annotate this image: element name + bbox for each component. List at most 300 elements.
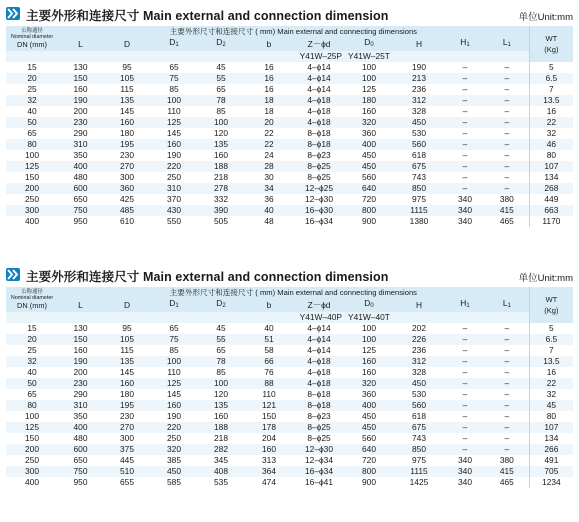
dimension-cell: 55: [197, 73, 245, 84]
dimension-cell: 48: [264, 216, 274, 226]
dimension-cell: 270: [103, 161, 151, 172]
dimension-cell: 190: [58, 356, 103, 367]
dimension-cell: –: [485, 117, 529, 128]
col-header: D: [103, 298, 151, 312]
model-label: Y41W–25P: [245, 51, 345, 62]
dimension-cell: 100: [362, 323, 376, 333]
dimension-cell: 16–ϕ34: [305, 216, 333, 226]
dimension-cell: 12–ϕ30: [293, 444, 345, 455]
dimension-cell: 743: [412, 433, 426, 443]
dimension-cell: 4–ϕ18: [293, 95, 345, 106]
dimension-cell: 560: [362, 172, 376, 182]
dimension-cell: –: [445, 444, 485, 455]
dimension-cell: 200: [73, 367, 88, 377]
dimension-cell: 150: [262, 411, 276, 421]
table-row: [6, 150, 573, 161]
dn-cell: 20: [6, 334, 58, 345]
dimension-cell: 1115: [393, 205, 445, 216]
weight-cell: 107: [529, 422, 573, 433]
dimension-cell: 100: [362, 62, 376, 72]
dimension-cell: 135: [103, 356, 151, 367]
dimension-cell: –: [462, 62, 468, 72]
dimension-cell: 450: [362, 150, 376, 160]
table-row: [6, 422, 573, 433]
dimension-cell: 8–ϕ23: [307, 150, 331, 160]
table-row: [6, 367, 573, 378]
dimension-cell: 135: [197, 400, 245, 411]
dimension-cell: 230: [58, 117, 103, 128]
dimension-cell: 16–ϕ41: [305, 477, 333, 487]
dimension-cell: 4–ϕ14: [293, 73, 345, 84]
weight-cell: 491: [529, 455, 573, 466]
dn-cell: 25: [27, 84, 37, 94]
dn-cell: 125: [6, 422, 58, 433]
dimension-cell: 560: [393, 139, 445, 150]
dimension-cell: 850: [393, 444, 445, 455]
dimension-cell: –: [504, 345, 510, 355]
dimension-cell: 320: [151, 444, 197, 455]
dimension-cell: 180: [120, 128, 134, 138]
dimension-cell: –: [504, 323, 510, 333]
dimension-cell: –: [445, 95, 485, 106]
dimension-cell: –: [462, 172, 468, 182]
dimension-cell: –: [504, 367, 510, 377]
dimension-cell: 105: [103, 334, 151, 345]
dimension-cell: –: [445, 356, 485, 367]
dimension-cell: 34: [245, 183, 293, 194]
dimension-cell: 66: [245, 356, 293, 367]
dimension-cell: 110: [167, 367, 181, 377]
dimension-cell: 510: [103, 466, 151, 477]
dimension-cell: 76: [264, 367, 274, 377]
dimension-cell: 720: [362, 455, 376, 465]
dimension-cell: 385: [167, 455, 181, 465]
table-row: [6, 334, 573, 345]
dn-cell: 32: [6, 356, 58, 367]
weight-cell: 80: [529, 411, 573, 422]
dimension-cell: 125: [151, 117, 197, 128]
dimension-cell: 1380: [409, 216, 429, 226]
section-header: [6, 265, 573, 285]
dimension-cell: 45: [216, 323, 226, 333]
weight-cell: 1170: [529, 216, 573, 227]
dimension-cell: 220: [151, 161, 197, 172]
col-header: b: [245, 37, 293, 51]
dimension-cell: 178: [245, 422, 293, 433]
dimension-cell: 4–ϕ18: [307, 106, 331, 116]
dn-cell: 80: [6, 400, 58, 411]
dimension-cell: 115: [120, 345, 134, 355]
dimension-cell: –: [462, 323, 468, 333]
weight-cell: 449: [529, 194, 573, 205]
dn-cell: 125: [6, 161, 58, 172]
weight-cell: 268: [529, 183, 573, 194]
weight-cell: 107: [529, 161, 573, 172]
dimension-cell: 560: [362, 433, 376, 443]
dn-header: 公称通径 Nominal diameter DN (mm): [6, 26, 58, 51]
table-row: [6, 466, 573, 477]
weight-cell: 16: [529, 367, 573, 378]
dimension-cell: 8–ϕ23: [307, 411, 331, 421]
dimension-cell: 115: [120, 84, 134, 94]
dimension-cell: 16–ϕ30: [293, 205, 345, 216]
unit-label: 单位Unit:mm: [518, 273, 573, 284]
table-row: [6, 444, 573, 455]
dimension-cell: 160: [103, 378, 151, 389]
dimension-cell: 415: [485, 466, 529, 477]
dimension-cell: 720: [362, 194, 376, 204]
dimension-cell: –: [462, 150, 468, 160]
dimension-cell: 340: [458, 455, 472, 465]
dimension-cell: 400: [58, 422, 103, 433]
dimension-cell: 8–ϕ18: [307, 389, 331, 399]
dimension-cell: 425: [120, 194, 134, 204]
col-header: D1: [151, 37, 197, 51]
dimension-cell: –: [462, 433, 468, 443]
dimension-cell: 65: [169, 323, 179, 333]
dimension-cell: 4–ϕ14: [293, 334, 345, 345]
dimension-cell: 226: [393, 334, 445, 345]
dimension-cell: 400: [345, 139, 393, 150]
dimension-cell: 313: [262, 455, 276, 465]
weight-cell: 6.5: [529, 73, 573, 84]
dimension-cell: 950: [73, 216, 88, 226]
dimension-cell: 20: [245, 117, 293, 128]
dimension-cell: 100: [151, 95, 197, 106]
col-header: D2: [197, 37, 245, 51]
dimension-cell: 618: [412, 150, 426, 160]
table-row: [6, 172, 573, 183]
dimension-cell: 55: [197, 334, 245, 345]
dimension-cell: 12–ϕ25: [293, 183, 345, 194]
dimension-cell: 600: [58, 444, 103, 455]
dimension-cell: 975: [412, 455, 426, 465]
dimension-cell: 320: [345, 117, 393, 128]
dimension-cell: 650: [73, 455, 88, 465]
weight-cell: 22: [529, 117, 573, 128]
table-row: [6, 106, 573, 117]
dimension-cell: 340: [458, 216, 472, 226]
dimension-cell: 640: [345, 183, 393, 194]
weight-cell: 5: [529, 62, 573, 73]
table-row: [6, 345, 573, 356]
weight-header: WT (Kg): [529, 287, 573, 323]
dimension-cell: 390: [197, 205, 245, 216]
dimension-cell: 850: [393, 183, 445, 194]
dimension-cell: 530: [412, 128, 426, 138]
dimension-cell: 120: [214, 128, 228, 138]
table-row: [6, 73, 573, 84]
dimension-cell: 190: [167, 411, 181, 421]
dimension-cell: 750: [58, 466, 103, 477]
table-body: [6, 323, 573, 488]
dimension-cell: –: [485, 183, 529, 194]
weight-cell: 7: [529, 345, 573, 356]
dimension-cell: 370: [167, 194, 181, 204]
dimension-cell: 480: [73, 433, 88, 443]
dimension-cell: 8–ϕ18: [293, 400, 345, 411]
dimension-cell: 218: [214, 433, 228, 443]
dimension-cell: 24: [264, 150, 274, 160]
weight-cell: 45: [529, 400, 573, 411]
model-label: Y41W–40P: [245, 312, 345, 323]
dimension-cell: 655: [120, 477, 134, 487]
dimension-cell: –: [504, 433, 510, 443]
dn-cell: 15: [27, 323, 37, 333]
dimension-cell: –: [485, 378, 529, 389]
weight-cell: 7: [529, 84, 573, 95]
dimension-cell: –: [504, 172, 510, 182]
dimension-cell: 350: [73, 150, 88, 160]
dimension-cell: –: [462, 128, 468, 138]
dimension-cell: –: [445, 422, 485, 433]
dimension-cell: 135: [103, 95, 151, 106]
dimension-cell: 110: [167, 106, 181, 116]
dimension-cell: 28: [245, 161, 293, 172]
dimension-cell: –: [485, 400, 529, 411]
table-row: [6, 477, 573, 488]
dimension-cell: 16: [264, 62, 274, 72]
dimension-cell: 900: [362, 477, 376, 487]
dimension-cell: 340: [445, 205, 485, 216]
dimension-cell: –: [504, 150, 510, 160]
dimension-cell: 200: [73, 106, 88, 116]
dimension-cell: 4–ϕ14: [307, 323, 331, 333]
dimension-cell: 160: [73, 345, 88, 355]
dimension-cell: 40: [264, 323, 274, 333]
dimension-cell: 400: [58, 161, 103, 172]
col-header: H1: [445, 37, 485, 51]
table-row: [6, 84, 573, 95]
section-header: [6, 4, 573, 24]
dimension-cell: 618: [412, 411, 426, 421]
dimension-cell: 202: [412, 323, 426, 333]
dimension-cell: 160: [345, 356, 393, 367]
table-row: [6, 117, 573, 128]
dimension-cell: 950: [73, 477, 88, 487]
dn-cell: 400: [25, 216, 39, 226]
dn-cell: 250: [25, 455, 39, 465]
weight-cell: 5: [529, 323, 573, 334]
dimension-cell: –: [504, 62, 510, 72]
dimension-cell: 130: [73, 62, 88, 72]
dn-cell: 20: [6, 73, 58, 84]
dimension-cell: 195: [103, 139, 151, 150]
dimension-cell: 145: [120, 367, 134, 377]
dimension-cell: 188: [197, 422, 245, 433]
table-row: [6, 95, 573, 106]
dimension-cell: 105: [103, 73, 151, 84]
weight-cell: 32: [529, 128, 573, 139]
dimension-cell: 4–ϕ18: [307, 367, 331, 377]
dimension-cell: 190: [58, 95, 103, 106]
table-row: [6, 433, 573, 444]
dimension-cell: 190: [412, 62, 426, 72]
dimension-cell: 150: [58, 73, 103, 84]
table-row: [6, 139, 573, 150]
dimension-cell: 145: [120, 106, 134, 116]
dimension-cell: 100: [197, 378, 245, 389]
dimension-cell: 30: [264, 172, 274, 182]
col-header: Z－ϕd: [293, 37, 345, 51]
dimension-section-2: [6, 265, 573, 487]
weight-cell: 134: [529, 433, 573, 444]
dimension-cell: 160: [362, 106, 376, 116]
col-header: D2: [197, 298, 245, 312]
dimension-cell: 650: [73, 194, 88, 204]
table-row: [6, 194, 573, 205]
dimension-cell: 160: [362, 367, 376, 377]
table-row: [6, 455, 573, 466]
dimension-cell: 975: [412, 194, 426, 204]
weight-cell: 1234: [529, 477, 573, 488]
dimension-cell: 675: [393, 161, 445, 172]
dn-cell: 80: [6, 139, 58, 150]
dimension-cell: 190: [167, 150, 181, 160]
dimension-cell: 145: [167, 389, 181, 399]
table-body: [6, 62, 573, 227]
weight-cell: 22: [529, 378, 573, 389]
dimension-cell: 350: [73, 411, 88, 421]
dn-header: 公称通径 Nominal diameter DN (mm): [6, 287, 58, 312]
dimension-cell: 408: [197, 466, 245, 477]
unit-label: 单位Unit:mm: [518, 12, 573, 23]
table-row: [6, 183, 573, 194]
col-header: L1: [485, 37, 529, 51]
table-row: [6, 161, 573, 172]
dimension-cell: 85: [169, 84, 179, 94]
dimension-cell: 36: [264, 194, 274, 204]
dimension-cell: 145: [167, 128, 181, 138]
dimension-cell: 18: [264, 106, 274, 116]
dimension-cell: 75: [151, 334, 197, 345]
dimension-cell: 8–ϕ18: [307, 128, 331, 138]
dimension-cell: 120: [214, 389, 228, 399]
dimension-cell: –: [462, 84, 468, 94]
dimension-cell: 75: [151, 73, 197, 84]
dimension-cell: 465: [499, 216, 514, 226]
dimension-cell: 300: [120, 172, 134, 182]
dn-cell: 100: [25, 411, 39, 421]
weight-cell: 134: [529, 172, 573, 183]
dimension-table: [6, 26, 573, 227]
dimension-cell: 65: [216, 345, 226, 355]
dimension-cell: –: [462, 389, 468, 399]
dimension-cell: 300: [120, 433, 134, 443]
dn-cell: 50: [6, 378, 58, 389]
dimension-cell: 85: [216, 106, 226, 116]
col-header: b: [245, 298, 293, 312]
table-row: [6, 205, 573, 216]
dimension-cell: 22: [264, 128, 274, 138]
dimension-cell: 340: [458, 477, 472, 487]
dimension-cell: 312: [393, 356, 445, 367]
dimension-cell: 4–ϕ18: [293, 356, 345, 367]
dimension-cell: 65: [216, 84, 226, 94]
dn-cell: 50: [6, 117, 58, 128]
dimension-cell: 675: [393, 422, 445, 433]
dn-cell: 25: [27, 345, 37, 355]
dimension-cell: 310: [58, 400, 103, 411]
dimension-cell: 450: [151, 466, 197, 477]
weight-cell: 16: [529, 106, 573, 117]
dimension-cell: 236: [412, 84, 426, 94]
dimension-cell: 160: [214, 150, 228, 160]
dimension-cell: 110: [262, 389, 276, 399]
dimension-cell: 485: [103, 205, 151, 216]
dimension-cell: –: [462, 367, 468, 377]
dimension-cell: 480: [73, 172, 88, 182]
dn-cell: 150: [25, 172, 39, 182]
weight-cell: 80: [529, 150, 573, 161]
dimension-cell: 4–ϕ18: [293, 378, 345, 389]
table-row: [6, 400, 573, 411]
dimension-cell: –: [485, 334, 529, 345]
dimension-cell: 65: [169, 62, 179, 72]
section-title: 主要外形和连接尺寸 Main external and connection dimension: [26, 9, 389, 23]
dimension-cell: –: [485, 73, 529, 84]
dimension-cell: 95: [122, 323, 132, 333]
dimension-cell: 450: [393, 117, 445, 128]
dimension-cell: 195: [103, 400, 151, 411]
weight-cell: 6.5: [529, 334, 573, 345]
dimension-cell: 40: [245, 205, 293, 216]
dimension-cell: 230: [58, 378, 103, 389]
dimension-cell: 400: [345, 400, 393, 411]
table-row: [6, 128, 573, 139]
dimension-cell: 450: [362, 411, 376, 421]
dimension-cell: 125: [362, 345, 376, 355]
dimension-cell: 213: [393, 73, 445, 84]
dn-cell: 250: [25, 194, 39, 204]
table-row: [6, 62, 573, 73]
section-title: 主要外形和连接尺寸 Main external and connection dimension: [26, 270, 389, 284]
dimension-cell: –: [445, 378, 485, 389]
dimension-cell: –: [445, 73, 485, 84]
dimension-cell: –: [485, 356, 529, 367]
dimension-cell: 8–ϕ25: [293, 422, 345, 433]
dimension-cell: 4–ϕ18: [293, 117, 345, 128]
dimension-cell: 380: [499, 455, 514, 465]
double-chevron-icon: [6, 7, 20, 20]
dimension-cell: 360: [103, 183, 151, 194]
dimension-cell: –: [485, 139, 529, 150]
dimension-cell: 1425: [409, 477, 429, 487]
dimension-cell: 8–ϕ25: [307, 172, 331, 182]
dimension-cell: 230: [120, 411, 134, 421]
dn-cell: 200: [6, 183, 58, 194]
dimension-cell: 230: [120, 150, 134, 160]
col-header: H: [393, 298, 445, 312]
col-header: Z－ϕd: [293, 298, 345, 312]
table-row: [6, 216, 573, 227]
dimension-cell: –: [504, 128, 510, 138]
dimension-cell: 550: [167, 216, 181, 226]
dimension-cell: 58: [264, 345, 274, 355]
model-label: Y41W–40T: [345, 312, 445, 323]
dimension-cell: 12–ϕ30: [305, 194, 333, 204]
dimension-cell: 310: [151, 183, 197, 194]
dimension-cell: 320: [345, 378, 393, 389]
dimension-cell: 85: [169, 345, 179, 355]
weight-cell: 13.5: [529, 95, 573, 106]
dimension-cell: 85: [216, 367, 226, 377]
dimension-cell: 340: [445, 466, 485, 477]
dimension-cell: 328: [412, 106, 426, 116]
dimension-cell: 236: [412, 345, 426, 355]
dimension-cell: 585: [167, 477, 181, 487]
dimension-cell: 535: [214, 477, 228, 487]
